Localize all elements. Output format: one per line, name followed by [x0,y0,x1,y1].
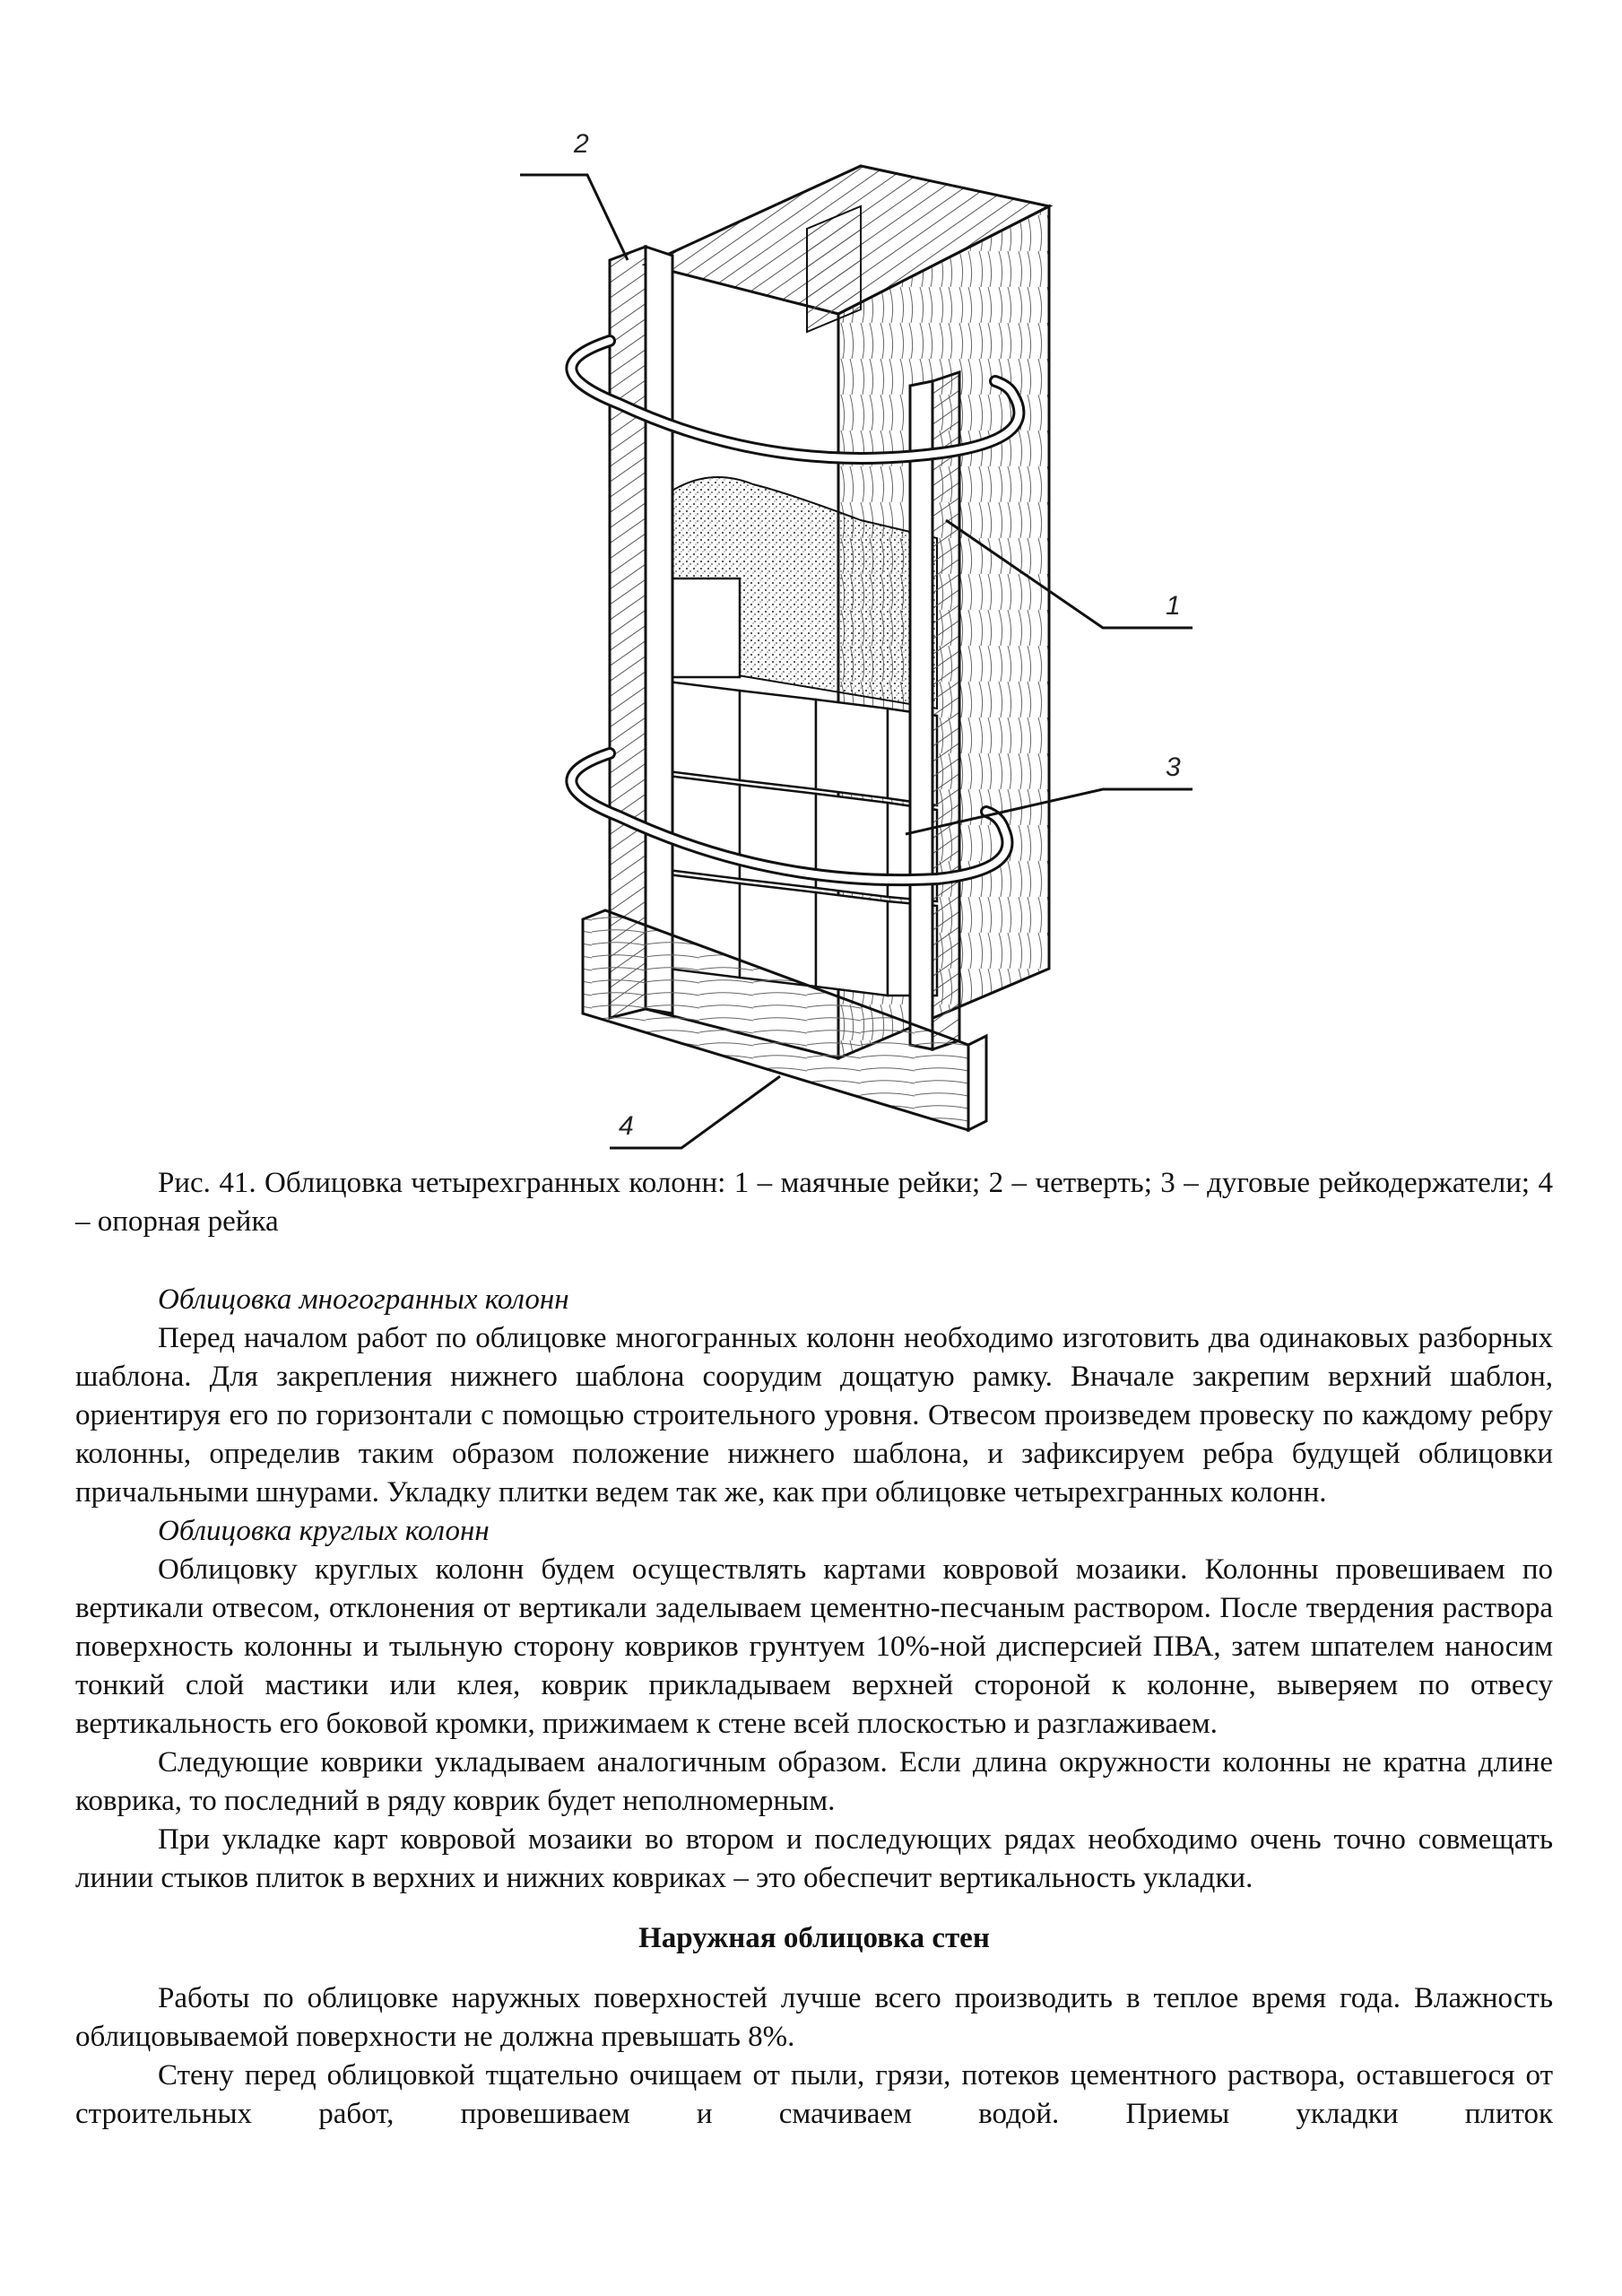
beacon-rail-right [932,372,959,1049]
beacon-rail-left-front [646,247,672,1013]
subheading-round: Облицовка круглых колонн [158,1515,490,1547]
paragraph-exterior-1: Работы по облицовке наружных поверхностей лучше всего производить в теплое время года. Влажность облицовываемой поверхности не должна превышать 8%. [75,1982,1553,2053]
paragraph-round-1: Облицовку круглых колонн будем осуществлять картами ковровой мозаики. Колонны провешиваем по вертикали отвесом, отклонения от вертикали заделываем цементно-песчаным раствором. После твердения раствора поверхность колонны и тыльную сторону ковриков грунтуем 10%-ной дисперсией ПВА, затем шпателем наносим тонкий слой мастики или клея, коврик прикладываем верхней стороной к колонне, выверяем по отвесу вертикальность его боковой кромки, прижимаем к стене всей плоскостью и разглаживаем. [75,1553,1553,1740]
figure-label-4: 4 [619,1111,634,1141]
figure-label-2: 2 [574,129,589,159]
figure-label-3: 3 [1166,752,1181,782]
section-heading-exterior: Наружная облицовка стен [638,1922,990,1954]
subheading-polygonal: Облицовка многогранных колонн [158,1283,569,1316]
back-board [807,206,861,332]
beacon-rail-right-front [910,381,932,1049]
column-drawing [484,72,1255,1175]
paragraph-round-3: При укладке карт ковровой мозаики во втором и последующих рядах необходимо очень точно совмещать линии стыков плиток в верхних и нижних ковриках – это обеспечит вертикальность укладки. [75,1823,1553,1894]
paragraph-round-2: Следующие коврики укладываем аналогичным образом. Если длина окружности колонны не кратна длине коврика, то последний в ряду коврик будет неполномерным. [75,1746,1553,1817]
paragraph-exterior-2: Стену перед облицовкой тщательно очищаем от пыли, грязи, потеков цементного раствора, оставшегося от строительных работ, провешиваем и смачиваем водой. Приемы укладки плиток [75,2059,1553,2130]
paragraph-polygonal: Перед началом работ по облицовке многогранных колонн необходимо изготовить два одинаковых разборных шаблона. Для закрепления нижнего шаблона соорудим дощатую рамку. Вначале закрепим верхний шаблон, ориентируя его по горизонтали с помощью строительного уровня. Отвесом произведем провеску по каждому ребру колонны, определив таким образом положение нижнего шаблона, и зафиксируем ребра будущей облицовки причальными шнурами. Укладку плитки ведем так же, как при облицовке четырехгранных колонн. [75,1322,1553,1509]
figure-caption: Рис. 41. Облицовка четырехгранных колонн: 1 – маячные рейки; 2 – четверть; 3 – дуговые рейкодержатели; 4 – опорная рейка [75,1167,1553,1238]
beacon-rail-left [610,247,646,1018]
document-body [75,1281,1553,2134]
figure-label-1: 1 [1166,591,1181,621]
column-cladding-figure [484,72,1255,1175]
